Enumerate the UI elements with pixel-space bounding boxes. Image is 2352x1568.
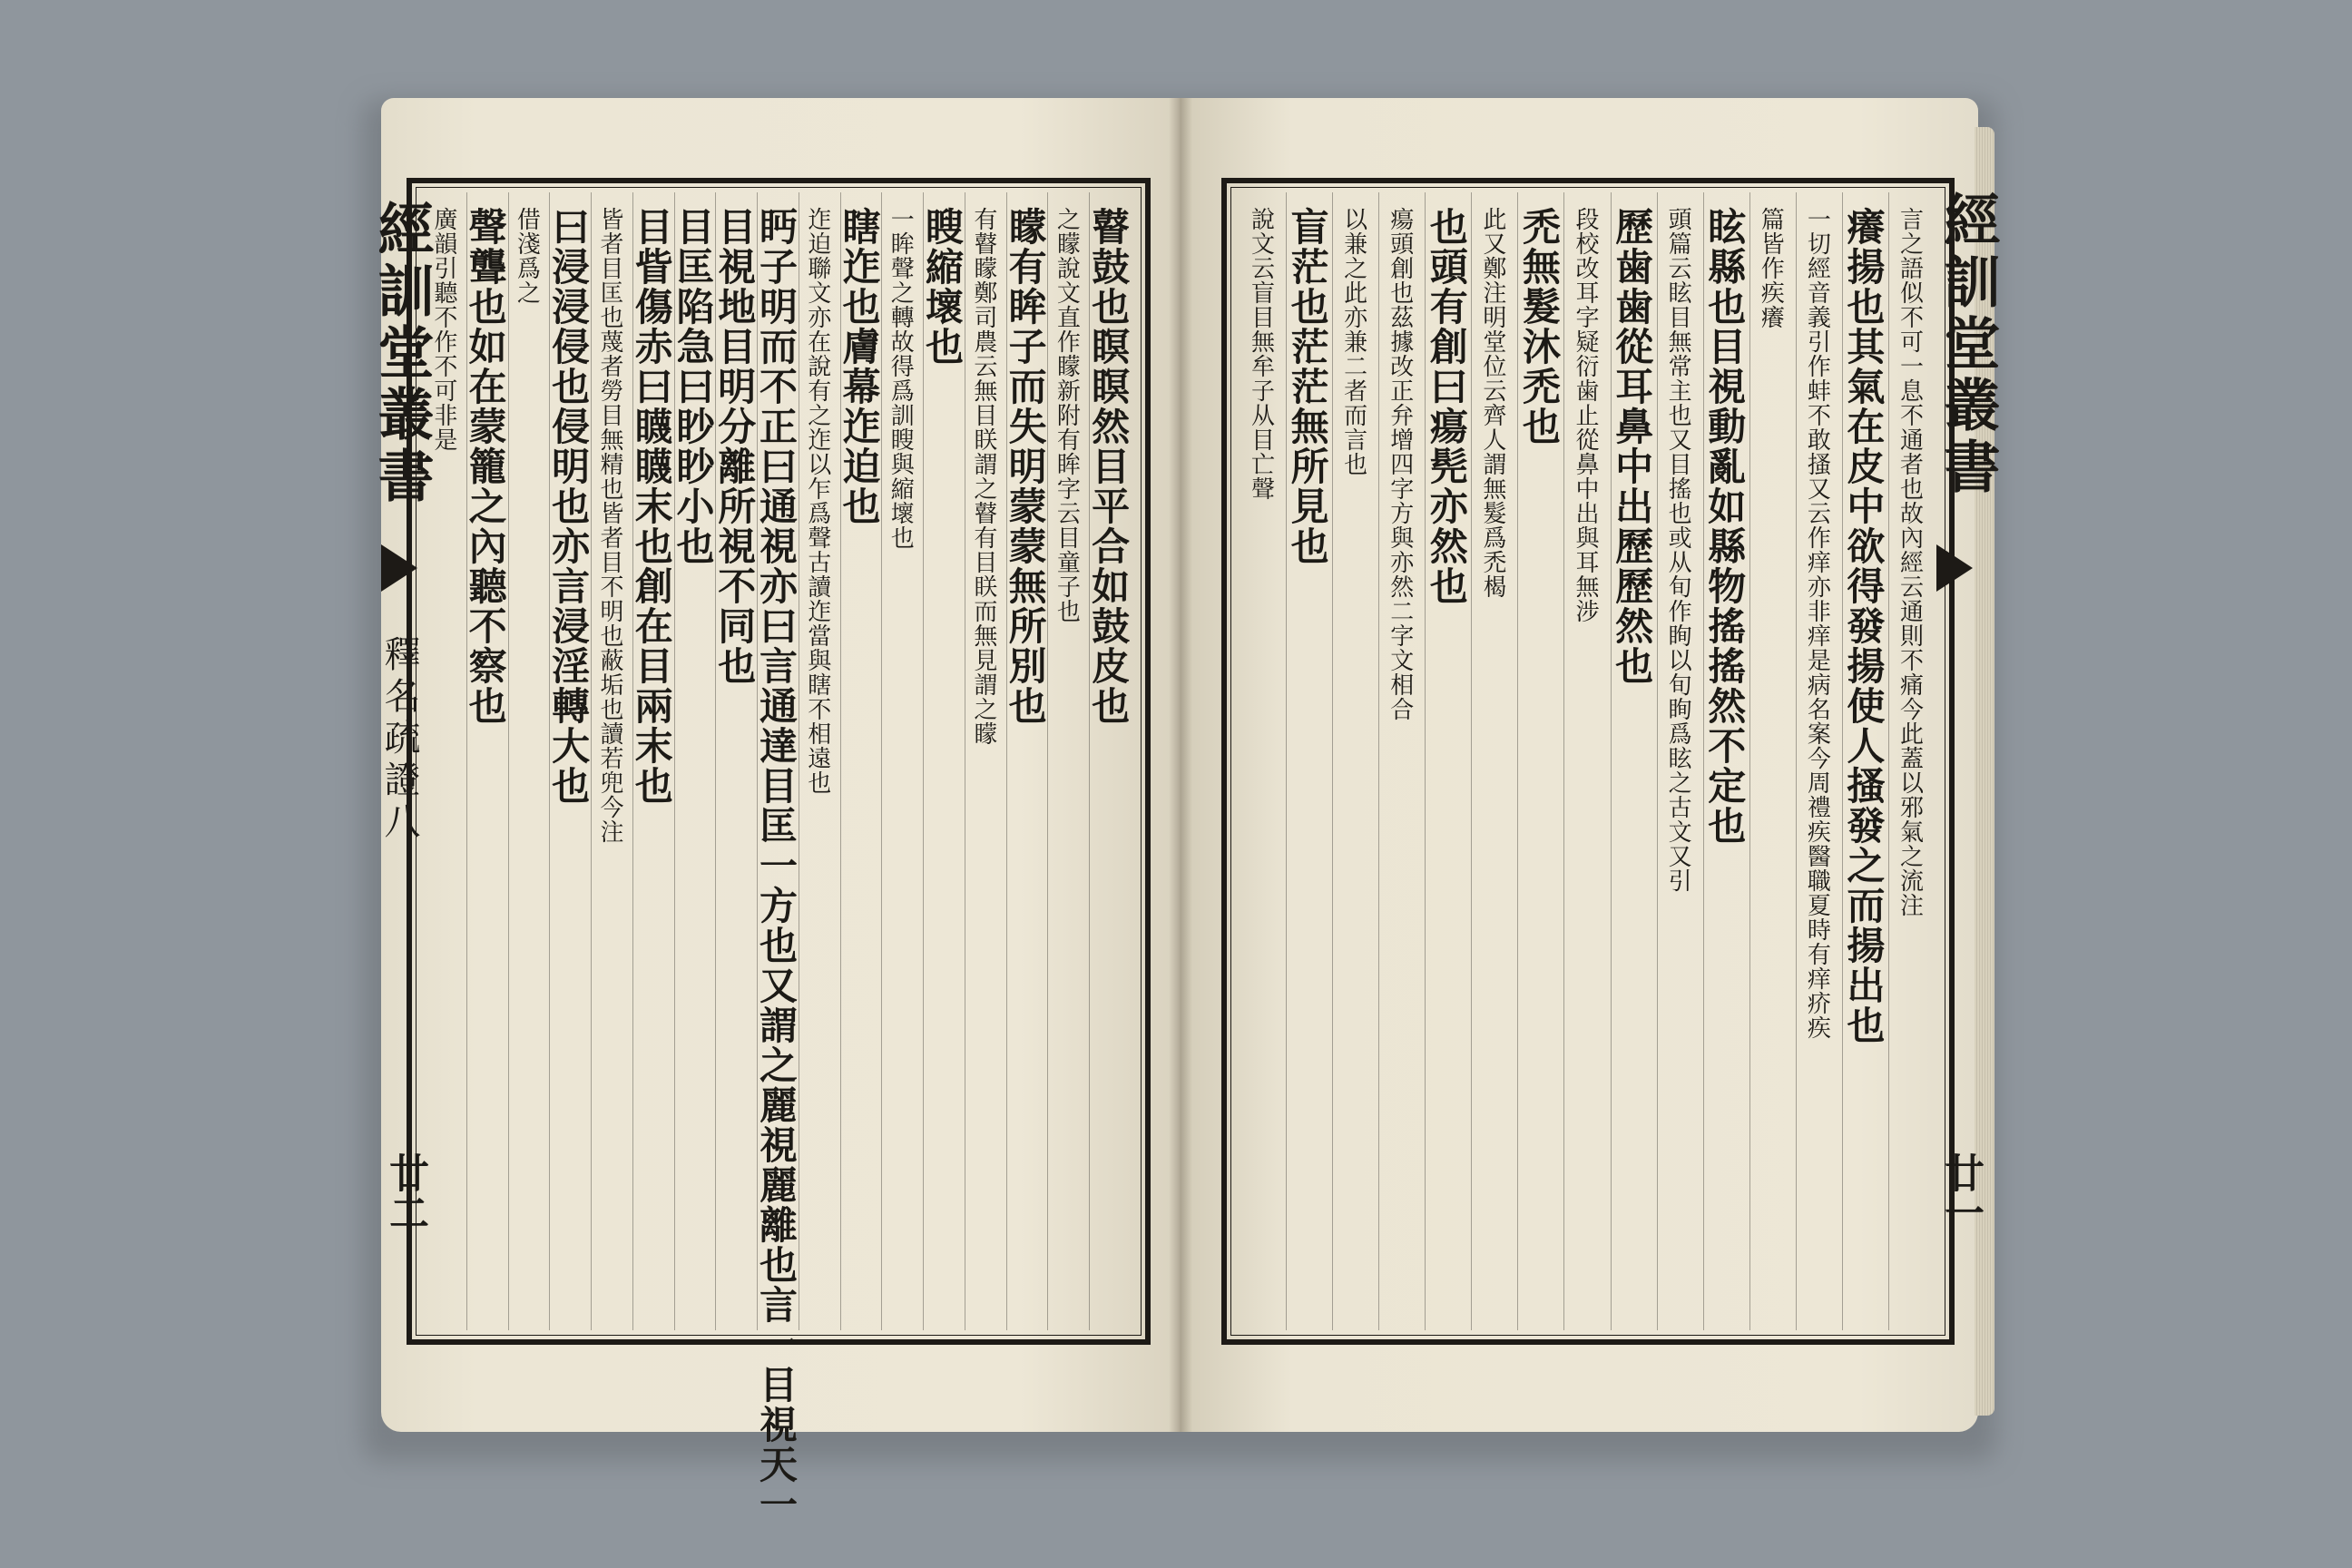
right-text-column: 瘍頭創也茲據改正弁增四字方與亦然二字文相合 [1386, 207, 1414, 721]
right-text-column-rule [1888, 192, 1889, 1330]
right-text-column-rule [1425, 192, 1426, 1330]
left-text-column: 矇有眸子而失明蒙蒙無所別也 [1003, 207, 1048, 726]
right-text-column-rule [1749, 192, 1750, 1330]
right-text-column: 盲茫也茫茫無所見也 [1285, 207, 1330, 566]
right-text-column-rule [1703, 192, 1704, 1330]
left-text-column-rule [508, 192, 509, 1330]
left-text-column-rule [466, 192, 467, 1330]
left-fishtail-mark [381, 544, 417, 592]
right-text-column-rule [1517, 192, 1518, 1330]
left-text-column-rule [840, 192, 841, 1330]
left-text-column-rule [715, 192, 716, 1330]
left-text-column-rule [549, 192, 550, 1330]
left-text-column: 目眥傷赤曰䁾䁾末也創在目兩末也 [629, 207, 674, 806]
left-page-number: 廿二 [382, 1152, 428, 1232]
right-fishtail-mark [1936, 544, 1973, 592]
left-text-column-rule [1047, 192, 1048, 1330]
right-text-column: 禿無髮沐禿也 [1516, 207, 1562, 446]
left-text-column-rule [1089, 192, 1090, 1330]
book-gutter [1169, 98, 1192, 1432]
right-text-column-rule [1332, 192, 1333, 1330]
left-text-column-rule [757, 192, 758, 1330]
left-text-column-rule [923, 192, 924, 1330]
left-text-frame [407, 178, 1151, 1524]
right-text-column-rule [1657, 192, 1658, 1330]
left-text-column-rule [632, 192, 633, 1330]
left-text-column-rule [881, 192, 882, 1330]
left-text-column: 目視地目明分離所視不同也 [712, 207, 758, 686]
right-text-column-rule [1563, 192, 1564, 1330]
left-text-column-rule [1006, 192, 1007, 1330]
right-text-column-rule [1796, 192, 1797, 1330]
left-text-column-rule [674, 192, 675, 1330]
left-text-column: 瞎迮也膚幕迮迫也 [837, 207, 882, 526]
right-text-column: 一切經音義引作蚌不敢搔又云作痒亦非痒是病名案今周禮疾醫職夏時有痒疥疾 [1803, 207, 1831, 1040]
right-text-column: 此又鄭注明堂位云齊人謂無髮爲禿楬 [1478, 207, 1506, 599]
left-text-column: 之矇說文直作矇新附有眸字云目童子也 [1053, 207, 1081, 623]
right-text-column-rule [1842, 192, 1843, 1330]
right-text-column: 歷歯歯從耳鼻中出歷歷然也 [1610, 207, 1655, 686]
left-running-title: 經訓堂叢書 [368, 200, 435, 508]
right-text-column-rule [1378, 192, 1379, 1330]
left-text-column: 皆者目匡也蔑者勞目無精也皆者目不明也蔽垢也讀若兜今注 [595, 207, 623, 844]
left-text-column: 眄子明而不正曰通視亦曰言通達目匡一方也又謂之麗視麗離也言一目視天一 [754, 207, 799, 1524]
left-text-column: 目匡陷急曰眇眇小也 [671, 207, 716, 566]
left-text-column: 借淺爲之 [513, 207, 541, 305]
right-text-column: 篇皆作疾癢 [1757, 207, 1785, 329]
right-page-number: 廿一 [1937, 1152, 1984, 1232]
left-text-column: 迮迫聯文亦在說有之迮以乍爲聲古讀迮當與瞎不相遠也 [803, 207, 831, 795]
left-text-column-rule [591, 192, 592, 1330]
right-text-column: 癢揚也其氣在皮中欲得發揚使人搔發之而揚出也 [1841, 207, 1886, 1045]
right-text-column: 以兼之此亦兼二者而言也 [1339, 207, 1367, 476]
right-text-column-rule [1611, 192, 1612, 1330]
right-text-column: 頭篇云眩目無常主也又目搖也或从旬作眴以旬眴爲眩之古文又引 [1664, 207, 1692, 893]
left-text-column: 瞍縮壞也 [920, 207, 965, 367]
right-running-title: 經訓堂叢書 [1935, 191, 2001, 499]
right-text-column-rule [1286, 192, 1287, 1330]
right-text-column: 言之語似不可一息不通者也故內經云通則不痛今此蓋以邪氣之流注 [1896, 207, 1924, 917]
left-text-column: 有瞽矇鄭司農云無目眹謂之瞽有目眹而無見謂之矇 [969, 207, 997, 746]
right-text-column: 也頭有創曰瘍髡亦然也 [1424, 207, 1469, 606]
right-text-column: 段校改耳字疑衍歯止從鼻中出與耳無涉 [1572, 207, 1599, 623]
left-text-column: 廣韻引聽不作不可非是 [429, 207, 457, 452]
right-text-frame [1221, 178, 1955, 1345]
left-text-column: 曰浸浸侵也侵明也亦言浸淫轉大也 [546, 207, 592, 806]
section-title: 釋名疏證八 [378, 635, 420, 844]
right-text-column: 說文云盲目無牟子从目亡聲 [1247, 207, 1275, 501]
left-text-column: 聲聾也如在蒙籠之內聽不察也 [463, 207, 508, 726]
right-text-column: 眩縣也目視動亂如縣物搖搖然不定也 [1702, 207, 1748, 846]
left-text-column: 一眸聲之轉故得爲訓瞍與縮壞也 [887, 207, 915, 550]
left-text-column: 瞽鼓也瞑瞑然目平合如鼓皮也 [1086, 207, 1132, 726]
right-text-column-rule [1471, 192, 1472, 1330]
